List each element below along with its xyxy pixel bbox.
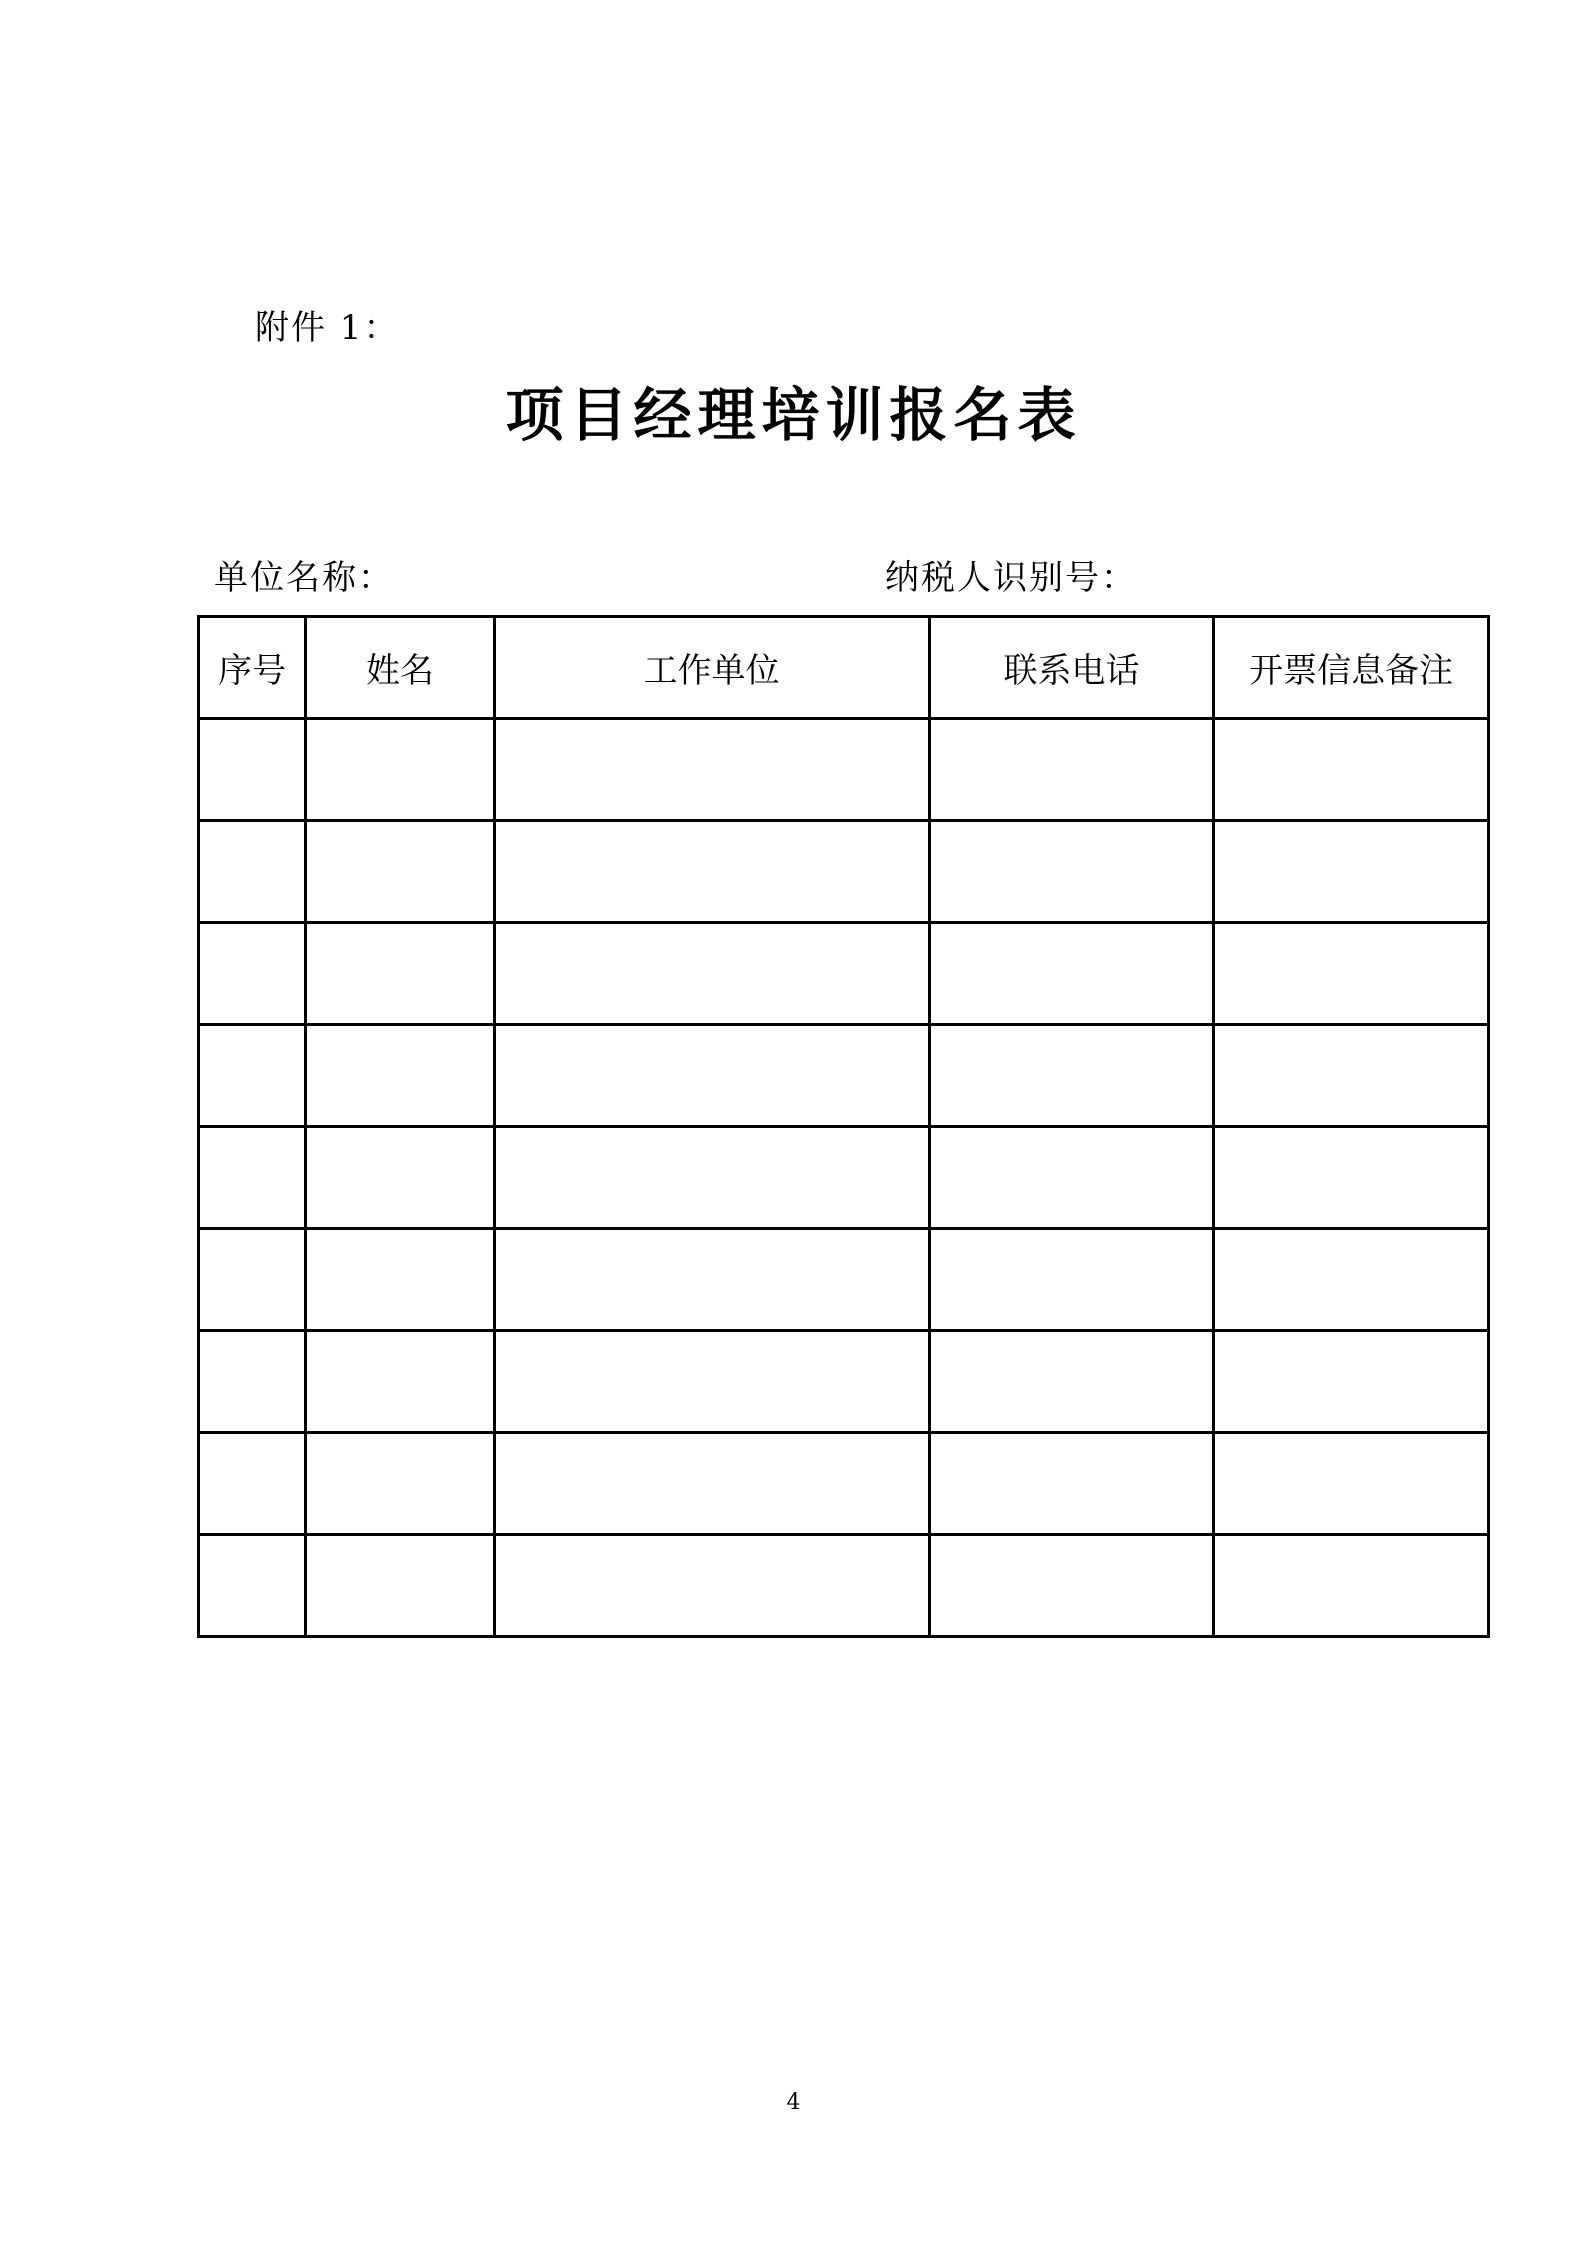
table-body	[199, 719, 1489, 1637]
work-unit-cell[interactable]	[494, 821, 929, 923]
invoice-notes-cell[interactable]	[1214, 923, 1489, 1025]
invoice-notes-cell[interactable]	[1214, 1331, 1489, 1433]
work-unit-cell[interactable]	[494, 1433, 929, 1535]
serial-number-cell[interactable]	[199, 719, 306, 821]
invoice-notes-cell[interactable]	[1214, 1025, 1489, 1127]
page-title: 项目经理培训报名表	[505, 381, 1082, 449]
table-row	[199, 1535, 1489, 1637]
invoice-notes-cell[interactable]	[1214, 1433, 1489, 1535]
name-cell[interactable]	[306, 923, 494, 1025]
invoice-notes-cell[interactable]	[1214, 1229, 1489, 1331]
phone-cell[interactable]	[929, 1433, 1214, 1535]
work-unit-cell[interactable]	[494, 1229, 929, 1331]
phone-cell[interactable]	[929, 1127, 1214, 1229]
name-cell[interactable]	[306, 1535, 494, 1637]
attachment-label: 附件 1：	[255, 308, 400, 348]
phone-cell[interactable]	[929, 1025, 1214, 1127]
phone-cell[interactable]	[929, 1229, 1214, 1331]
table-row	[199, 1229, 1489, 1331]
serial-number-cell[interactable]	[199, 1025, 306, 1127]
phone-cell[interactable]	[929, 1535, 1214, 1637]
header-work-unit: 工作单位	[494, 617, 929, 719]
header-name: 姓名	[306, 617, 494, 719]
serial-number-cell[interactable]	[199, 1127, 306, 1229]
work-unit-cell[interactable]	[494, 1535, 929, 1637]
name-cell[interactable]	[306, 1025, 494, 1127]
table-row	[199, 1433, 1489, 1535]
name-cell[interactable]	[306, 1433, 494, 1535]
phone-cell[interactable]	[929, 719, 1214, 821]
unit-name-label: 单位名称：	[214, 558, 394, 598]
registration-table	[197, 615, 1490, 1638]
serial-number-cell[interactable]	[199, 1331, 306, 1433]
table-row	[199, 1127, 1489, 1229]
work-unit-cell[interactable]	[494, 923, 929, 1025]
name-cell[interactable]	[306, 821, 494, 923]
name-cell[interactable]	[306, 1229, 494, 1331]
header-serial-number: 序号	[199, 617, 306, 719]
taxpayer-id-label: 纳税人识别号：	[885, 558, 1137, 598]
table-row	[199, 1331, 1489, 1433]
table-header-row	[199, 617, 1489, 719]
invoice-notes-cell[interactable]	[1214, 1127, 1489, 1229]
serial-number-cell[interactable]	[199, 821, 306, 923]
page-number: 4	[786, 2090, 801, 2115]
phone-cell[interactable]	[929, 1331, 1214, 1433]
table-row	[199, 821, 1489, 923]
phone-cell[interactable]	[929, 821, 1214, 923]
name-cell[interactable]	[306, 719, 494, 821]
header-phone: 联系电话	[929, 617, 1214, 719]
serial-number-cell[interactable]	[199, 1229, 306, 1331]
work-unit-cell[interactable]	[494, 1025, 929, 1127]
name-cell[interactable]	[306, 1127, 494, 1229]
work-unit-cell[interactable]	[494, 1127, 929, 1229]
serial-number-cell[interactable]	[199, 1535, 306, 1637]
serial-number-cell[interactable]	[199, 1433, 306, 1535]
invoice-notes-cell[interactable]	[1214, 821, 1489, 923]
work-unit-cell[interactable]	[494, 719, 929, 821]
phone-cell[interactable]	[929, 923, 1214, 1025]
work-unit-cell[interactable]	[494, 1331, 929, 1433]
invoice-notes-cell[interactable]	[1214, 1535, 1489, 1637]
invoice-notes-cell[interactable]	[1214, 719, 1489, 821]
serial-number-cell[interactable]	[199, 923, 306, 1025]
table-row	[199, 1025, 1489, 1127]
header-invoice-notes: 开票信息备注	[1214, 617, 1489, 719]
name-cell[interactable]	[306, 1331, 494, 1433]
table-row	[199, 923, 1489, 1025]
table-row	[199, 719, 1489, 821]
